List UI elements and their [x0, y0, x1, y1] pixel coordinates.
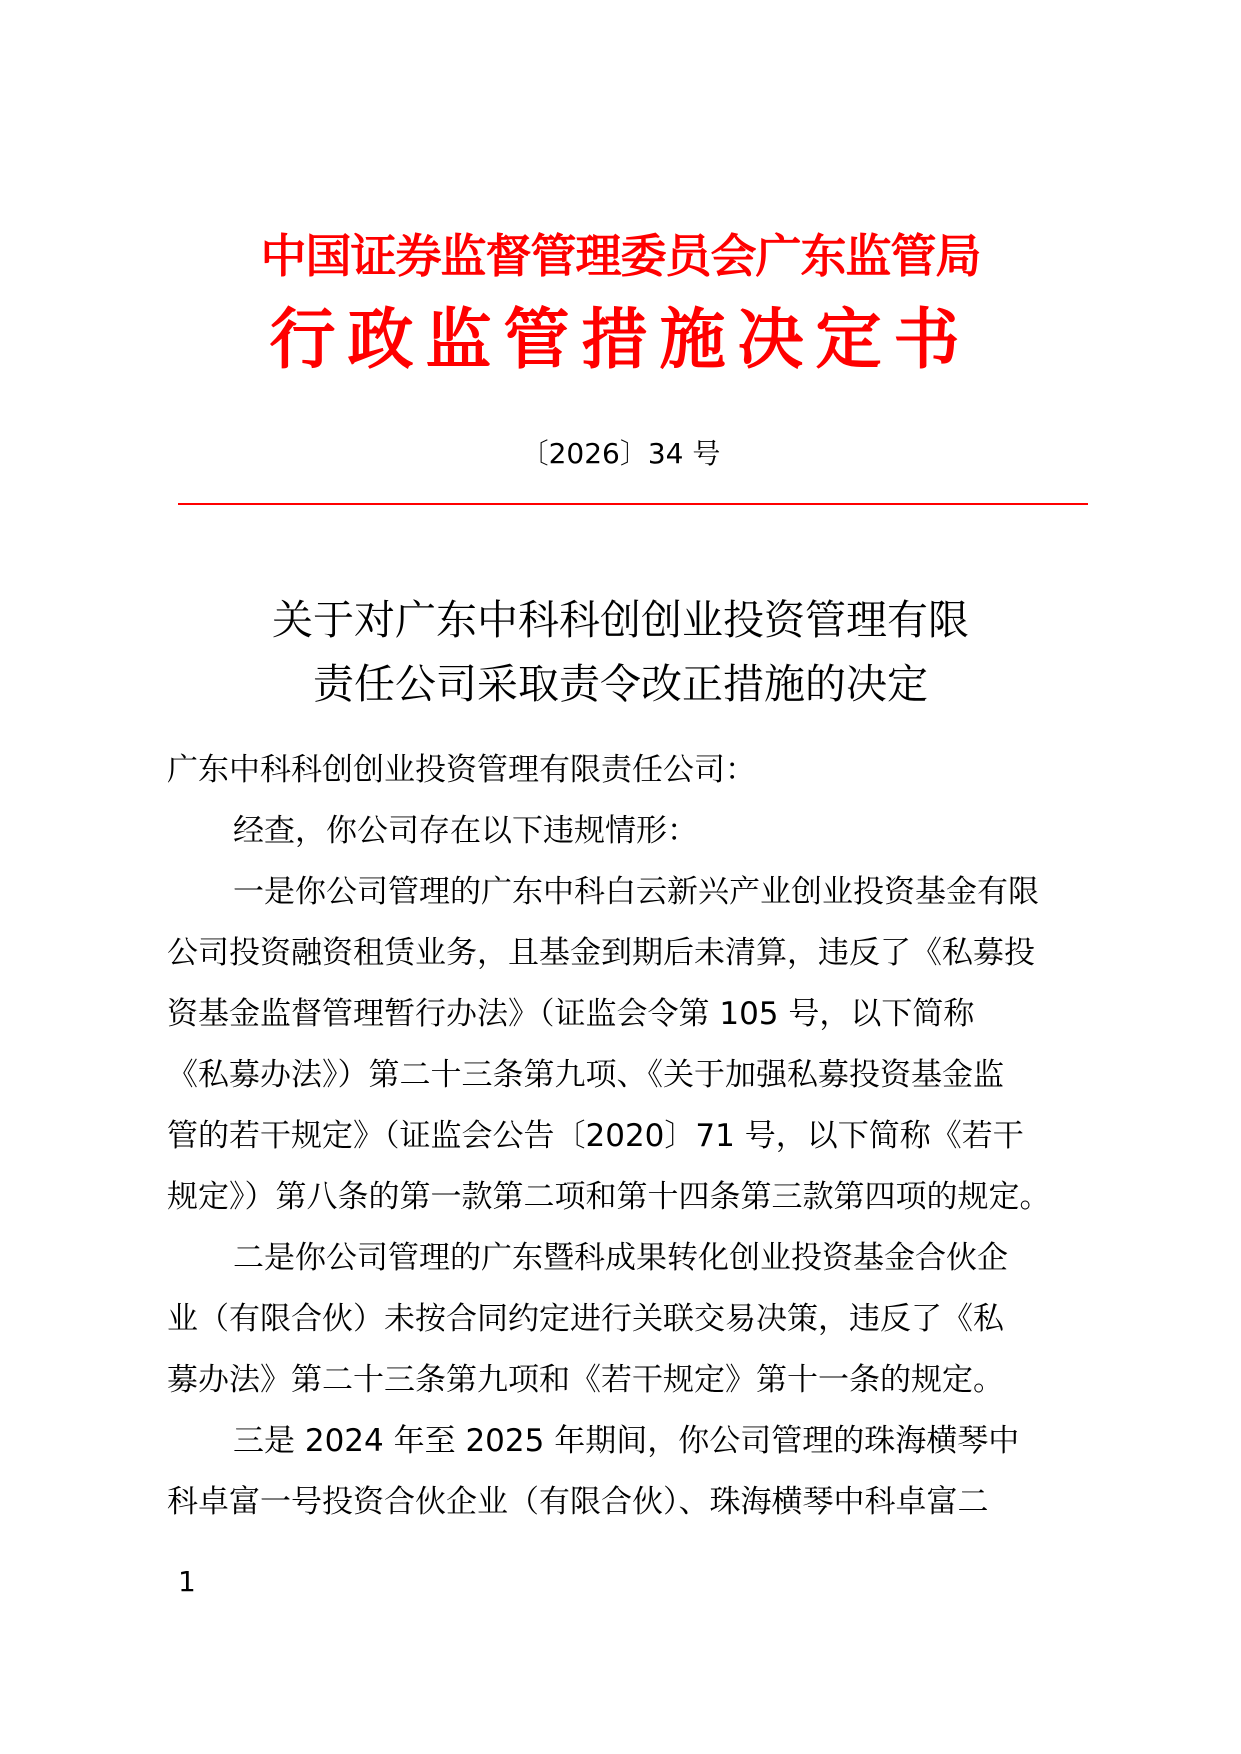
body-line: 三是 2024 年至 2025 年期间，你公司管理的珠海横琴中 — [233, 1423, 1020, 1459]
document-body — [167, 740, 1087, 1533]
body-line: 经查，你公司存在以下违规情形： — [233, 813, 698, 849]
body-line: 一是你公司管理的广东中科白云新兴产业创业投资基金有限 — [233, 874, 1039, 910]
body-line: 规定》）第八条的第一款第二项和第十四条第三款第四项的规定。 — [167, 1179, 1051, 1215]
title-line: 关于对广东中科科创创业投资管理有限 — [272, 596, 969, 644]
document-title — [0, 588, 1241, 716]
title-line: 责任公司采取责令改正措施的决定 — [313, 660, 928, 708]
body-line: 科卓富一号投资合伙企业（有限合伙）、珠海横琴中科卓富二 — [167, 1484, 989, 1520]
body-line: 资基金监督管理暂行办法》（证监会令第 105 号，以下简称 — [167, 996, 975, 1032]
body-line: 公司投资融资租赁业务，且基金到期后未清算，违反了《私募投 — [167, 935, 1035, 971]
document-type-heading: 行政监管措施决定书 — [269, 301, 972, 378]
body-line: 《私募办法》）第二十三条第九项、《关于加强私募投资基金监 — [167, 1057, 1004, 1093]
body-line: 管的若干规定》（证监会公告〔2020〕71 号，以下简称《若干 — [167, 1118, 1024, 1154]
addressee-line: 广东中科科创创业投资管理有限责任公司： — [167, 752, 756, 788]
document-number: 〔2026〕34 号 — [520, 437, 721, 470]
body-line: 业（有限合伙）未按合同约定进行关联交易决策，违反了《私 — [167, 1301, 1004, 1337]
body-line: 二是你公司管理的广东暨科成果转化创业投资基金合伙企 — [233, 1240, 1008, 1276]
issuer-heading: 中国证券监督管理委员会广东监管局 — [260, 229, 981, 283]
page-number: 1 — [178, 1565, 196, 1598]
red-divider — [178, 503, 1088, 505]
body-line: 募办法》第二十三条第九项和《若干规定》第十一条的规定。 — [167, 1362, 1004, 1398]
